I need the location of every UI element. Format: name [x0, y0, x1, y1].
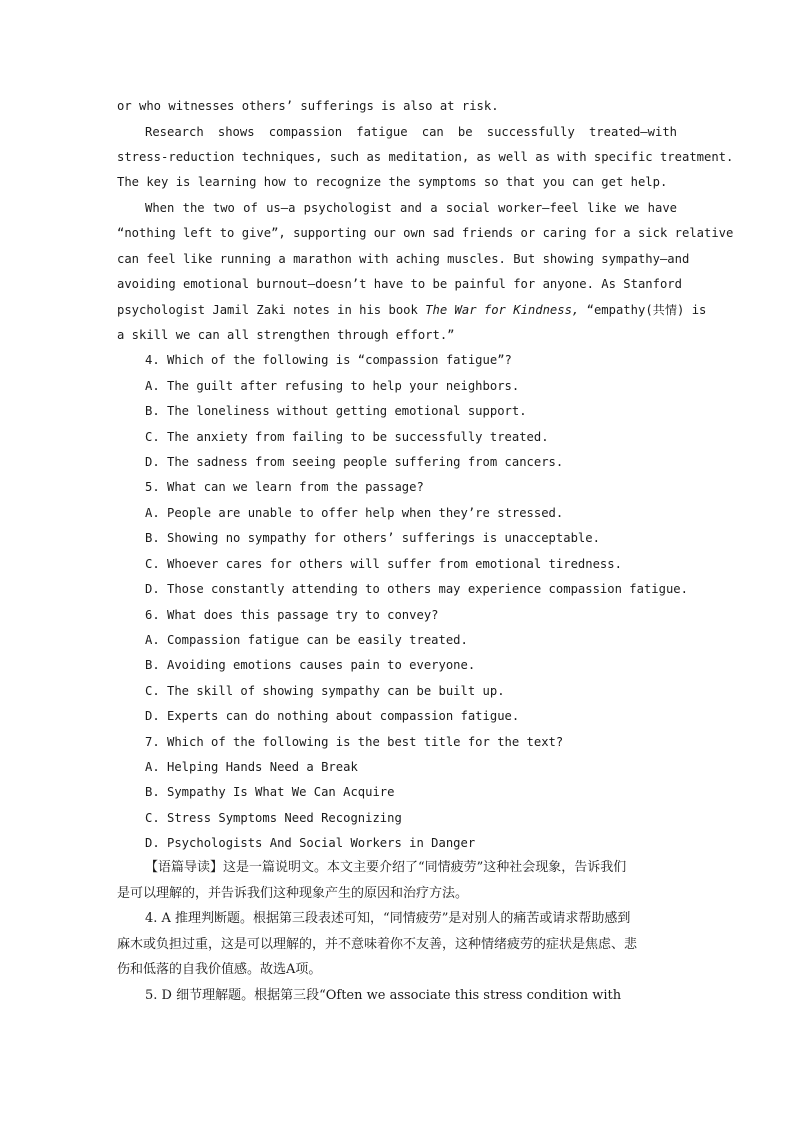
question-option: B. Avoiding emotions causes pain to everyone. — [145, 658, 476, 672]
answer-line: 4. A 推理判断题。根据第三段表述可知，“同情疲劳”是对别人的痛苦或请求帮助感到 — [145, 911, 631, 926]
passage-line: or who witnesses others’ sufferings is also at risk. — [117, 99, 499, 113]
question-option: A. Helping Hands Need a Break — [145, 760, 358, 774]
question-option: D. Experts can do nothing about compassion fatigue. — [145, 709, 520, 723]
passage-line: can feel like running a marathon with aching muscles. But showing sympathy—and — [117, 252, 690, 266]
question-option: D. Psychologists And Social Workers in Danger — [145, 836, 476, 850]
question-stem: 4. Which of the following is “compassion fatigue”? — [145, 353, 512, 367]
question-option: D. The sadness from seeing people suffering from cancers. — [145, 455, 564, 469]
guide-line: 是可以理解的，并告诉我们这种现象产生的原因和治疗方法。 — [117, 886, 469, 901]
passage-line: stress-reduction techniques, such as meditation, as well as with specific treatment. — [117, 150, 734, 164]
question-option: C. The skill of showing sympathy can be built up. — [145, 684, 505, 698]
question-option: B. Showing no sympathy for others’ sufferings is unacceptable. — [145, 531, 600, 545]
question-stem: 5. What can we learn from the passage? — [145, 480, 424, 494]
answer-line: 麻木或负担过重，这是可以理解的，并不意味着你不友善，这种情绪疲劳的症状是焦虑、悲 — [117, 937, 638, 952]
question-option: C. The anxiety from failing to be successfully treated. — [145, 430, 549, 444]
question-option: D. Those constantly attending to others may experience compassion fatigue. — [145, 582, 688, 596]
passage-line: Research shows compassion fatigue can be successfully treated—with — [145, 125, 677, 139]
guide-line: 【语篇导读】这是一篇说明文。本文主要介绍了“同情疲劳”这种社会现象，告诉我们 — [145, 860, 627, 875]
answer-line: 5. D 细节理解题。根据第三段“Often we associate this stress condition with — [145, 988, 622, 1003]
question-option: B. Sympathy Is What We Can Acquire — [145, 785, 395, 799]
book-title: The War for Kindness, — [425, 303, 580, 317]
passage-line: The key is learning how to recognize the symptoms so that you can get help. — [117, 175, 668, 189]
passage-line: When the two of us—a psychologist and a social worker—feel like we have — [145, 201, 677, 215]
question-stem: 6. What does this passage try to convey? — [145, 608, 439, 622]
question-option: A. Compassion fatigue can be easily treated. — [145, 633, 468, 647]
question-option: B. The loneliness without getting emotional support. — [145, 404, 527, 418]
passage-text: “empathy(共情) is — [579, 303, 707, 317]
answer-line: 伤和低落的自我价值感。故选A项。 — [117, 962, 322, 977]
passage-text: psychologist Jamil Zaki notes in his book — [117, 303, 426, 317]
question-option: A. People are unable to offer help when they’re stressed. — [145, 506, 564, 520]
passage-line: a skill we can all strengthen through effort.” — [117, 328, 455, 342]
question-option: A. The guilt after refusing to help your neighbors. — [145, 379, 520, 393]
question-option: C. Stress Symptoms Need Recognizing — [145, 811, 402, 825]
question-option: C. Whoever cares for others will suffer from emotional tiredness. — [145, 557, 622, 571]
passage-line: avoiding emotional burnout—doesn’t have to be painful for anyone. As Stanford — [117, 277, 682, 291]
passage-line: “nothing left to give”, supporting our own sad friends or caring for a sick relative — [117, 226, 734, 240]
passage-line — [117, 301, 707, 319]
question-stem: 7. Which of the following is the best title for the text? — [145, 735, 564, 749]
